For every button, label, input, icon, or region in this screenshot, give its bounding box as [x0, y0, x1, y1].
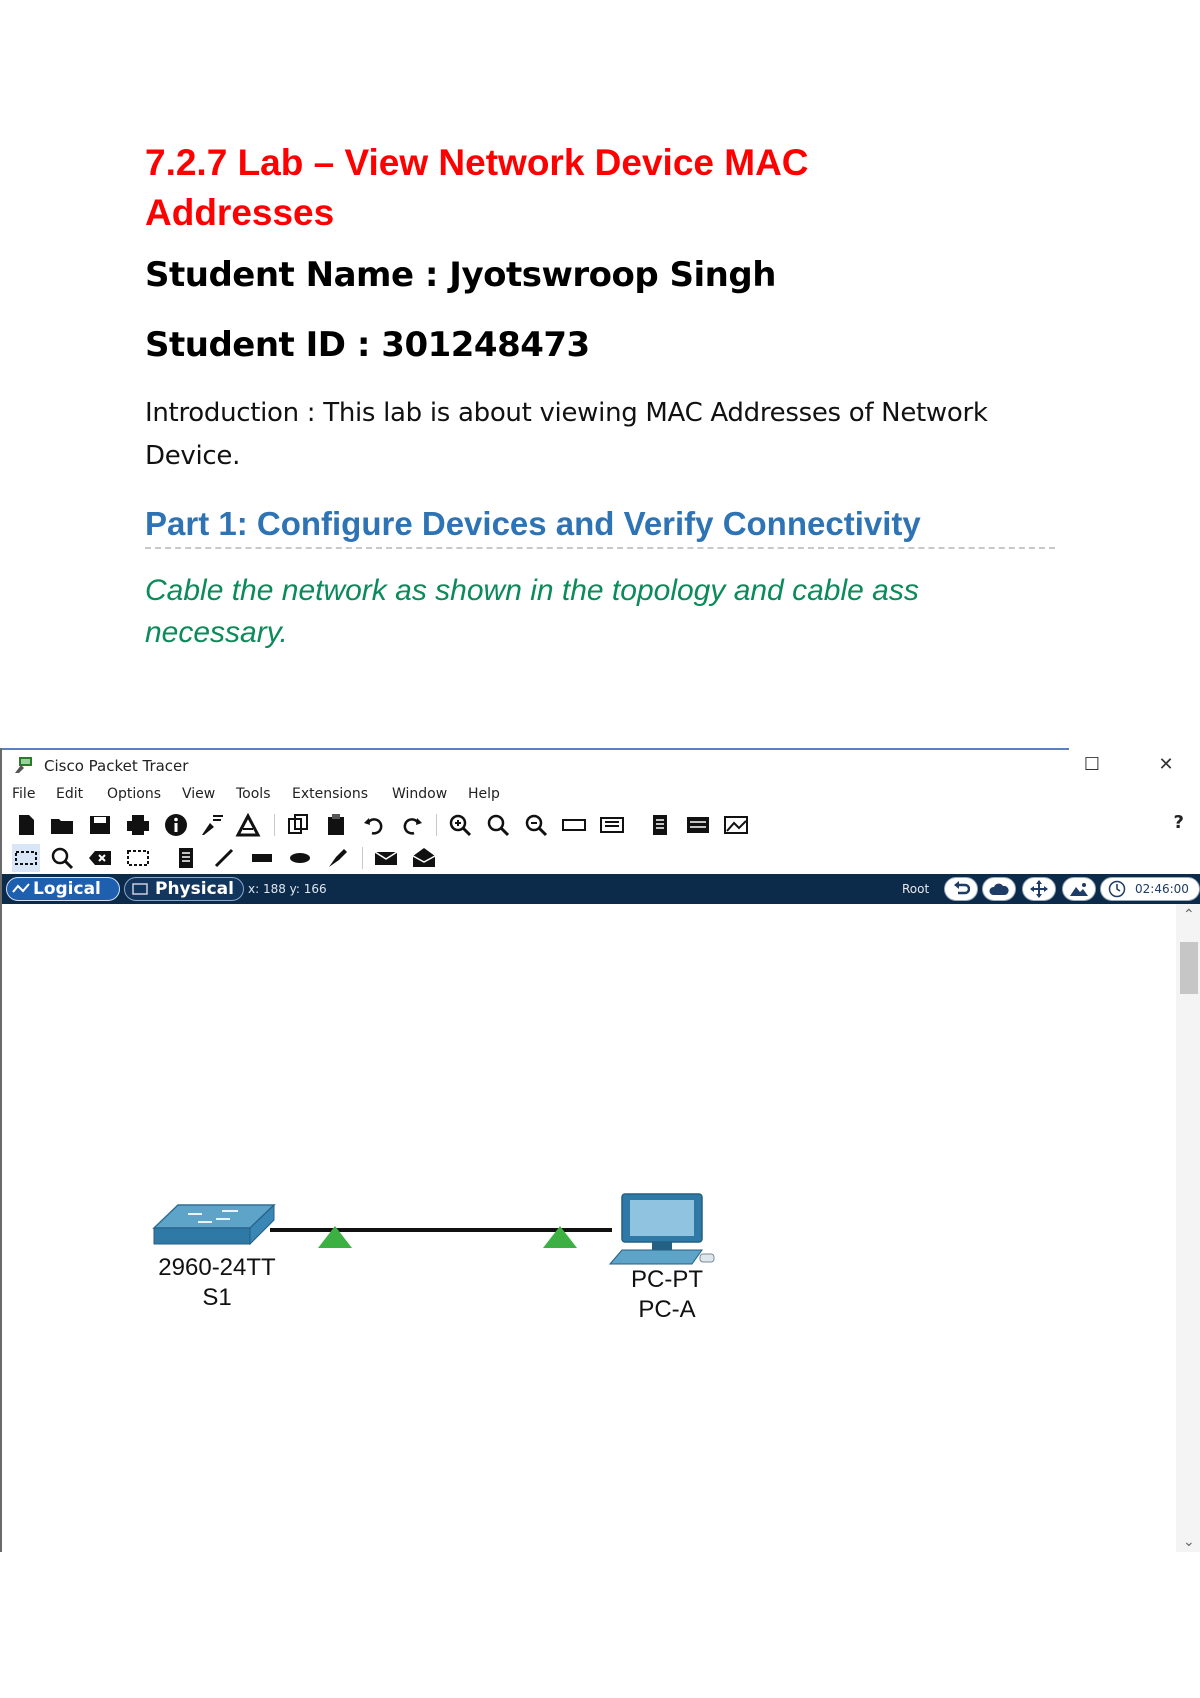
menu-tools[interactable]: Tools [236, 786, 271, 802]
help-button[interactable]: ? [1173, 812, 1184, 833]
resize-shape-icon[interactable] [124, 844, 152, 872]
toolbar-divider [362, 847, 363, 869]
main-toolbar [2, 808, 1200, 842]
activity-wizard-icon[interactable] [198, 811, 226, 839]
inspect-icon[interactable] [48, 844, 76, 872]
menu-help[interactable]: Help [468, 786, 500, 802]
save-icon[interactable] [86, 811, 114, 839]
draw-ellipse-icon[interactable] [286, 844, 314, 872]
landscape-icon [1069, 881, 1089, 897]
add-complex-pdu-icon[interactable] [410, 844, 438, 872]
menu-file[interactable]: File [12, 786, 36, 802]
menu-extensions[interactable]: Extensions [292, 786, 369, 802]
custom-device-icon[interactable] [598, 811, 626, 839]
logical-topology-icon [12, 882, 30, 896]
place-note-icon[interactable] [172, 844, 200, 872]
info-icon[interactable] [162, 811, 190, 839]
toolbar-divider [274, 814, 275, 836]
undo-icon[interactable] [360, 811, 388, 839]
menu-edit[interactable]: Edit [56, 786, 84, 802]
switch-name-label: S1 [202, 1284, 232, 1311]
physical-view-icon [132, 882, 148, 896]
workspace-navigation-bar [2, 874, 1200, 904]
set-tiled-background-button[interactable] [1062, 877, 1096, 901]
draw-line-icon[interactable] [210, 844, 238, 872]
tab-logical-label: Logical [33, 879, 101, 899]
packet-tracer-icon [14, 756, 34, 774]
window-title: Cisco Packet Tracer [44, 757, 189, 775]
pdu-list-icon[interactable] [684, 811, 712, 839]
back-button[interactable] [944, 877, 978, 901]
clock-icon [1108, 880, 1126, 898]
redo-icon[interactable] [398, 811, 426, 839]
menu-view[interactable]: View [182, 786, 216, 802]
student-id: Student ID : 301248473 [145, 325, 590, 365]
lab-title: 7.2.7 Lab – View Network Device MAC Addresses [145, 142, 809, 233]
topology-canvas [2, 904, 1172, 1552]
clock-time: 02:46:00 [1135, 882, 1189, 896]
scroll-down-arrow-icon[interactable]: ⌄ [1183, 1533, 1195, 1549]
paste-icon[interactable] [322, 811, 350, 839]
toolbar-divider [436, 814, 437, 836]
new-cluster-button[interactable] [982, 877, 1016, 901]
select-tool-icon[interactable] [12, 844, 40, 872]
switch-model-label: 2960-24TT [158, 1254, 276, 1281]
menu-bar [2, 782, 1200, 806]
print-icon[interactable] [124, 811, 152, 839]
student-name: Student Name : Jyotswroop Singh [145, 255, 776, 295]
zoom-reset-icon[interactable] [484, 811, 512, 839]
tab-physical-label: Physical [155, 879, 234, 899]
maximize-button[interactable]: ☐ [1083, 754, 1101, 775]
cabling-instruction: Cable the network as shown in the topology and cable ass necessary. [145, 574, 919, 649]
zoom-out-icon[interactable] [522, 811, 550, 839]
menu-window[interactable]: Window [392, 786, 448, 802]
cursor-coordinates: x: 188 y: 166 [248, 882, 327, 896]
move-object-button[interactable] [1022, 877, 1056, 901]
network-info-icon[interactable] [234, 811, 262, 839]
open-folder-icon[interactable] [48, 811, 76, 839]
pc-icon[interactable] [610, 1194, 714, 1264]
copy-icon[interactable] [284, 811, 312, 839]
pc-model-label: PC-PT [631, 1266, 703, 1293]
tools-toolbar [2, 841, 1200, 875]
packet-tracer-window [0, 748, 1200, 1552]
delete-icon[interactable] [86, 844, 114, 872]
scroll-thumb[interactable] [1180, 942, 1198, 994]
part-1-heading: Part 1: Configure Devices and Verify Connectivity [145, 505, 1055, 549]
freeform-icon[interactable] [324, 844, 352, 872]
scroll-up-arrow-icon[interactable]: ⌃ [1183, 906, 1195, 922]
root-label: Root [902, 882, 930, 896]
add-simple-pdu-icon[interactable] [372, 844, 400, 872]
cloud-icon [989, 881, 1009, 897]
introduction-text: Introduction : This lab is about viewing MAC Addresses of Network Device. [145, 398, 988, 471]
drawing-palette-icon[interactable] [560, 811, 588, 839]
notes-icon[interactable] [646, 811, 674, 839]
menu-options[interactable]: Options [107, 786, 162, 802]
move-arrows-icon [1030, 880, 1048, 898]
draw-rectangle-icon[interactable] [248, 844, 276, 872]
pc-name-label: PC-A [638, 1296, 696, 1323]
logical-workspace[interactable] [2, 904, 1172, 1552]
switch-icon[interactable] [154, 1205, 274, 1244]
back-arrow-icon [952, 881, 970, 897]
viewport-icon[interactable] [722, 811, 750, 839]
title-bar [2, 750, 1200, 780]
close-button[interactable]: ✕ [1158, 754, 1174, 775]
new-file-icon[interactable] [12, 811, 40, 839]
vertical-scrollbar[interactable] [1176, 904, 1200, 1552]
zoom-in-icon[interactable] [446, 811, 474, 839]
